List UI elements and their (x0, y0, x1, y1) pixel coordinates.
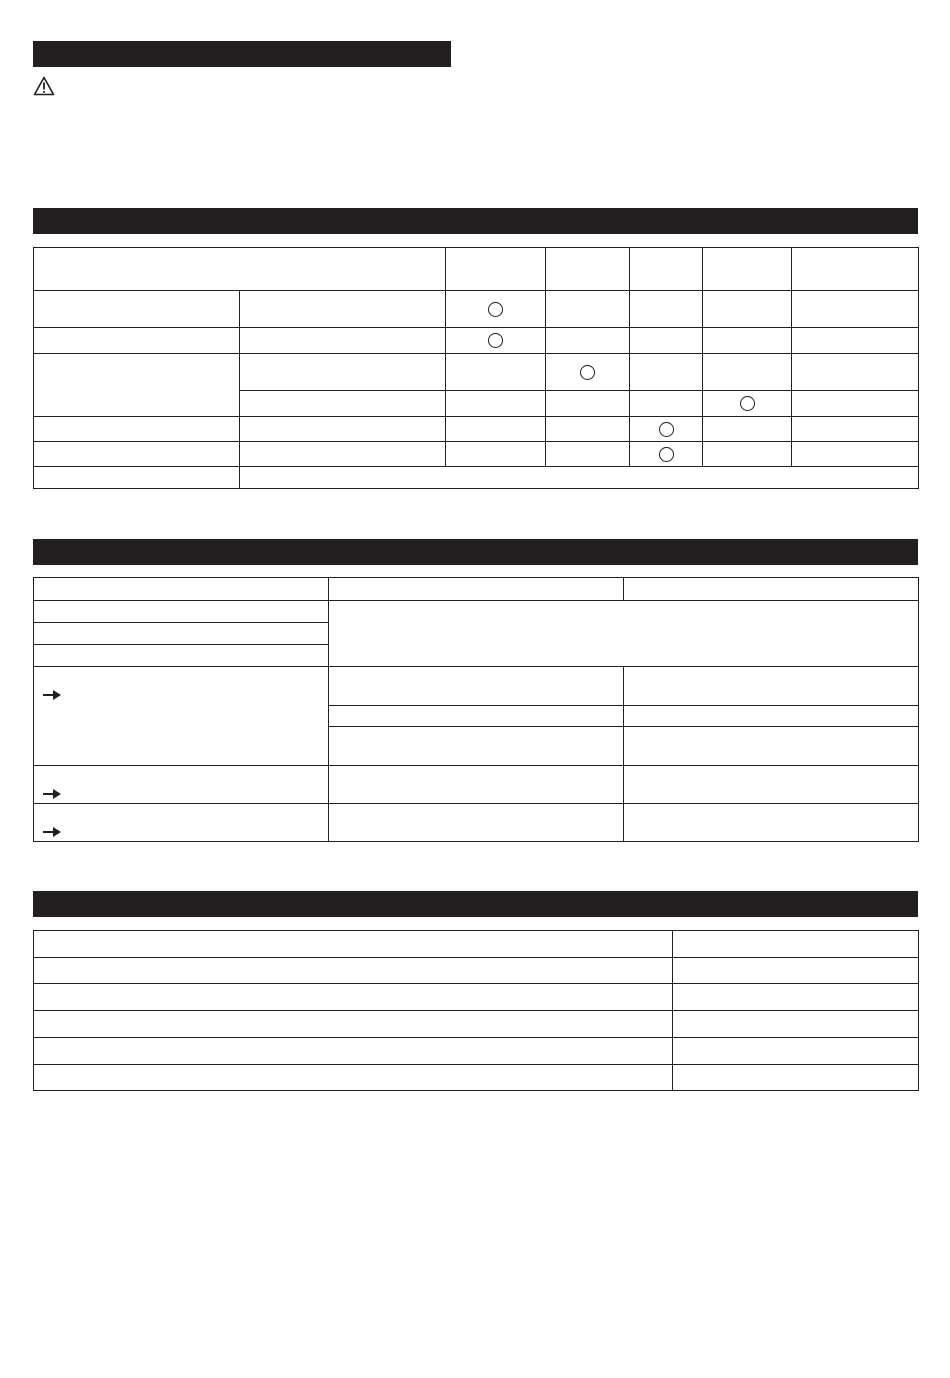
spec-label-cell (34, 1011, 673, 1038)
circle-icon (488, 333, 503, 348)
section-header-safety (33, 41, 451, 67)
troubleshooting-row (34, 667, 919, 706)
selection-row (34, 291, 919, 328)
troubleshooting-cell (34, 667, 329, 766)
selection-cell (703, 328, 792, 354)
specifications-row (34, 931, 919, 958)
spec-value-cell (673, 931, 919, 958)
specifications-row (34, 1038, 919, 1065)
troubleshooting-cell (624, 667, 919, 706)
selection-cell (546, 354, 630, 391)
selection-cell (792, 291, 919, 328)
selection-header-col-3 (630, 248, 703, 291)
section-header-specifications (33, 891, 918, 917)
troubleshooting-cell (624, 766, 919, 804)
specifications-table (33, 930, 919, 1091)
troubleshooting-cell (624, 727, 919, 766)
spec-value-cell (673, 1065, 919, 1091)
troubleshooting-header-symptom (34, 578, 329, 601)
selection-cell (546, 442, 630, 467)
troubleshooting-cell (624, 804, 919, 842)
spec-label-cell (34, 931, 673, 958)
specifications-row (34, 958, 919, 984)
selection-cell (446, 291, 546, 328)
troubleshooting-cell (34, 645, 329, 667)
troubleshooting-cell (329, 727, 624, 766)
troubleshooting-cell (329, 601, 919, 667)
selection-cell (630, 291, 703, 328)
selection-cell (34, 291, 240, 328)
specifications-row (34, 1011, 919, 1038)
selection-cell (703, 291, 792, 328)
troubleshooting-cell (329, 667, 624, 706)
selection-cell (240, 391, 446, 417)
selection-cell (34, 442, 240, 467)
troubleshooting-row (34, 601, 919, 623)
selection-cell (240, 467, 919, 489)
selection-header-col-5 (792, 248, 919, 291)
selection-cell (446, 328, 546, 354)
specifications-row (34, 1065, 919, 1091)
spec-label-cell (34, 958, 673, 984)
troubleshooting-row (34, 766, 919, 804)
troubleshooting-cell (34, 623, 329, 645)
selection-cell (792, 354, 919, 391)
spec-value-cell (673, 958, 919, 984)
selection-row (34, 417, 919, 442)
selection-cell (34, 328, 240, 354)
selection-cell (34, 467, 240, 489)
spec-label-cell (34, 1065, 673, 1091)
selection-cell (703, 442, 792, 467)
spec-value-cell (673, 1011, 919, 1038)
selection-cell (34, 354, 240, 417)
selection-cell (240, 417, 446, 442)
selection-cell (703, 417, 792, 442)
troubleshooting-cell (34, 804, 329, 842)
selection-cell (703, 391, 792, 417)
selection-header-col-2 (546, 248, 630, 291)
circle-icon (488, 302, 503, 317)
selection-cell (240, 328, 446, 354)
selection-cell (446, 442, 546, 467)
selection-cell (240, 354, 446, 391)
circle-icon (740, 396, 755, 411)
selection-cell (792, 328, 919, 354)
selection-cell (446, 417, 546, 442)
specifications-row (34, 984, 919, 1011)
right-arrow-icon (42, 826, 62, 838)
selection-header-cell (34, 248, 446, 291)
spec-value-cell (673, 1038, 919, 1065)
selection-cell (240, 442, 446, 467)
selection-header-col-4 (703, 248, 792, 291)
right-arrow-icon (42, 689, 62, 701)
troubleshooting-cell (34, 766, 329, 804)
troubleshooting-cell (624, 705, 919, 726)
spec-label-cell (34, 984, 673, 1011)
spec-label-cell (34, 1038, 673, 1065)
selection-header-col-1 (446, 248, 546, 291)
selection-cell (630, 442, 703, 467)
troubleshooting-header-remedy (624, 578, 919, 601)
selection-cell (446, 391, 546, 417)
selection-cell (446, 354, 546, 391)
troubleshooting-cell (329, 705, 624, 726)
selection-cell (630, 417, 703, 442)
warning-triangle-icon (33, 76, 55, 96)
troubleshooting-cell (34, 601, 329, 623)
troubleshooting-cell (329, 766, 624, 804)
selection-cell (792, 391, 919, 417)
selection-cell (630, 354, 703, 391)
selection-cell (34, 417, 240, 442)
selection-row (34, 328, 919, 354)
selection-cell (546, 328, 630, 354)
selection-header-row (34, 248, 919, 291)
selection-cell (630, 391, 703, 417)
selection-row (34, 354, 919, 391)
section-header-troubleshooting (33, 539, 918, 565)
troubleshooting-row (34, 804, 919, 842)
selection-cell (240, 291, 446, 328)
circle-icon (659, 422, 674, 437)
selection-row (34, 442, 919, 467)
circle-icon (580, 365, 595, 380)
spec-value-cell (673, 984, 919, 1011)
selection-cell (546, 391, 630, 417)
selection-cell (703, 354, 792, 391)
section-header-selection (33, 208, 918, 234)
troubleshooting-header-row (34, 578, 919, 601)
selection-cell (792, 417, 919, 442)
troubleshooting-header-cause (329, 578, 624, 601)
selection-row (34, 467, 919, 489)
selection-cell (546, 291, 630, 328)
selection-cell (546, 417, 630, 442)
troubleshooting-cell (329, 804, 624, 842)
selection-table (33, 247, 919, 489)
troubleshooting-table (33, 577, 919, 842)
selection-cell (630, 328, 703, 354)
circle-icon (659, 447, 674, 462)
selection-cell (792, 442, 919, 467)
right-arrow-icon (42, 788, 62, 800)
